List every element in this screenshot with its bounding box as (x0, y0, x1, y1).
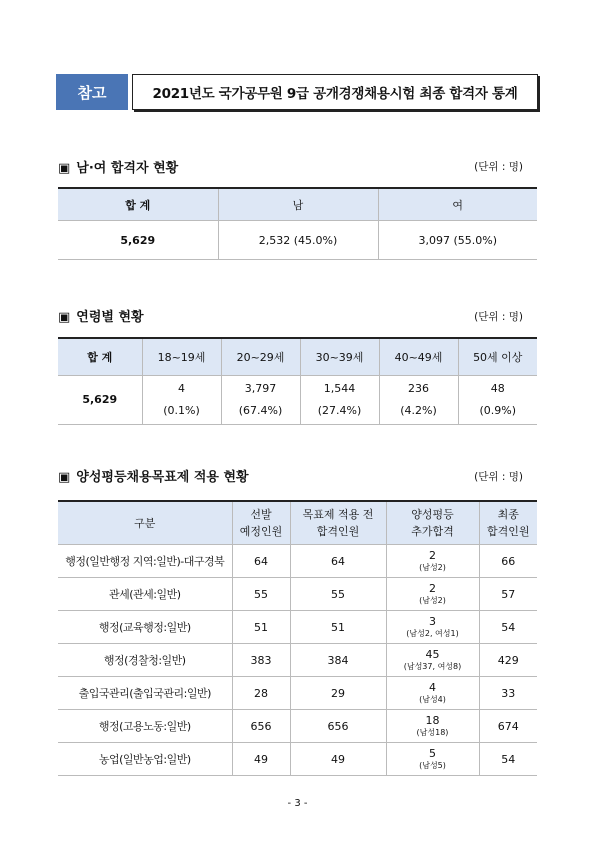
header-age-20-29: 20~29세 (221, 338, 300, 376)
final-cell: 674 (479, 710, 537, 743)
planned-cell: 51 (232, 611, 290, 644)
section-gender-heading (58, 157, 178, 176)
category-cell: 행정(경찰청:일반) (58, 644, 232, 677)
before-cell: 384 (290, 644, 386, 677)
extra-count: 45 (425, 647, 440, 661)
category-cell: 행정(고용노동:일반) (58, 710, 232, 743)
final-cell: 54 (479, 743, 537, 776)
extra-cell (386, 644, 479, 677)
extra-count: 2 (429, 548, 436, 562)
before-cell: 55 (290, 578, 386, 611)
final-cell: 57 (479, 578, 537, 611)
table-row (58, 710, 537, 743)
extra-cell (386, 611, 479, 644)
section-title: 양성평등채용목표제 적용 현황 (76, 470, 249, 485)
header-age-50-plus: 50세 이상 (458, 338, 537, 376)
table-row (58, 743, 537, 776)
female-value: 3,097 (55.0%) (378, 221, 537, 260)
planned-cell: 64 (232, 545, 290, 578)
category-cell: 출입국관리(출입국관리:일반) (58, 677, 232, 710)
age-cell (300, 376, 379, 425)
extra-cell (386, 677, 479, 710)
equality-table (58, 500, 537, 776)
extra-cell (386, 545, 479, 578)
extra-count: 18 (425, 713, 440, 727)
section-age-heading (58, 306, 144, 325)
total-value: 5,629 (58, 376, 142, 425)
header-planned: 선발 예정인원 (232, 501, 290, 545)
table-header-row (58, 188, 537, 221)
category-cell: 농업(일반농업:일반) (58, 743, 232, 776)
age-table (58, 337, 537, 425)
planned-cell: 383 (232, 644, 290, 677)
square-bullet-icon: ▣ (58, 470, 71, 485)
section-equality-heading (58, 466, 249, 485)
before-cell: 51 (290, 611, 386, 644)
planned-cell: 28 (232, 677, 290, 710)
age-cell (142, 376, 221, 425)
extra-note: (남성4) (419, 694, 446, 704)
planned-cell: 49 (232, 743, 290, 776)
square-bullet-icon: ▣ (58, 161, 71, 176)
table-row (58, 677, 537, 710)
header-age-18-19: 18~19세 (142, 338, 221, 376)
table-header-row (58, 501, 537, 545)
total-value: 5,629 (58, 221, 218, 260)
extra-note: (남성5) (419, 760, 446, 770)
header-age-30-39: 30~39세 (300, 338, 379, 376)
category-cell: 관세(관세:일반) (58, 578, 232, 611)
table-row (58, 221, 537, 260)
planned-cell: 55 (232, 578, 290, 611)
category-cell: 행정(일반행정 지역:일반)-대구경북 (58, 545, 232, 578)
male-value: 2,532 (45.0%) (218, 221, 378, 260)
unit-label: (단위 : 명) (474, 311, 523, 323)
header-female: 여 (378, 188, 537, 221)
table-row (58, 644, 537, 677)
square-bullet-icon: ▣ (58, 310, 71, 325)
equality-rows (58, 545, 537, 776)
section-title: 남·여 합격자 현황 (76, 161, 179, 176)
reference-badge: 참고 (56, 74, 128, 110)
count: 3,797 (244, 382, 277, 395)
header-category: 구분 (58, 501, 232, 545)
section-title: 연령별 현황 (76, 310, 144, 325)
age-cell (379, 376, 458, 425)
percent: (0.1%) (163, 404, 200, 417)
final-cell: 66 (479, 545, 537, 578)
extra-count: 4 (429, 680, 436, 694)
final-cell: 54 (479, 611, 537, 644)
count: 236 (408, 382, 429, 395)
page-number: - 3 - (287, 798, 308, 809)
percent: (0.9%) (479, 404, 517, 417)
percent: (4.2%) (400, 404, 437, 417)
unit-label: (단위 : 명) (474, 161, 523, 173)
extra-cell (386, 710, 479, 743)
extra-count: 5 (429, 746, 436, 760)
extra-note: (남성2, 여성1) (406, 628, 459, 638)
unit-label: (단위 : 명) (474, 471, 523, 483)
before-cell: 64 (290, 545, 386, 578)
final-cell: 429 (479, 644, 537, 677)
table-row (58, 611, 537, 644)
header-extra: 양성평등 추가합격 (386, 501, 479, 545)
count: 1,544 (323, 382, 356, 395)
count: 4 (178, 382, 185, 395)
table-header-row (58, 338, 537, 376)
header-before: 목표제 적용 전 합격인원 (290, 501, 386, 545)
count: 48 (490, 382, 505, 395)
table-row (58, 376, 537, 425)
extra-note: (남성18) (416, 727, 449, 737)
extra-cell (386, 578, 479, 611)
percent: (67.4%) (238, 404, 283, 417)
header-total: 합 계 (58, 188, 218, 221)
age-cell (458, 376, 537, 425)
extra-count: 3 (429, 614, 436, 628)
extra-note: (남성2) (419, 562, 446, 572)
extra-note: (남성37, 여성8) (403, 661, 462, 671)
header-age-40-49: 40~49세 (379, 338, 458, 376)
gender-table (58, 187, 537, 260)
category-cell: 행정(교육행정:일반) (58, 611, 232, 644)
percent: (27.4%) (317, 404, 362, 417)
final-cell: 33 (479, 677, 537, 710)
before-cell: 49 (290, 743, 386, 776)
before-cell: 656 (290, 710, 386, 743)
header-final: 최종 합격인원 (479, 501, 537, 545)
table-row (58, 578, 537, 611)
header-male: 남 (218, 188, 378, 221)
age-cell (221, 376, 300, 425)
planned-cell: 656 (232, 710, 290, 743)
before-cell: 29 (290, 677, 386, 710)
header-total: 합 계 (58, 338, 142, 376)
extra-note: (남성2) (419, 595, 446, 605)
extra-count: 2 (429, 581, 436, 595)
extra-cell (386, 743, 479, 776)
table-row (58, 545, 537, 578)
document-title: 2021년도 국가공무원 9급 공개경쟁채용시험 최종 합격자 통계 (132, 74, 538, 110)
